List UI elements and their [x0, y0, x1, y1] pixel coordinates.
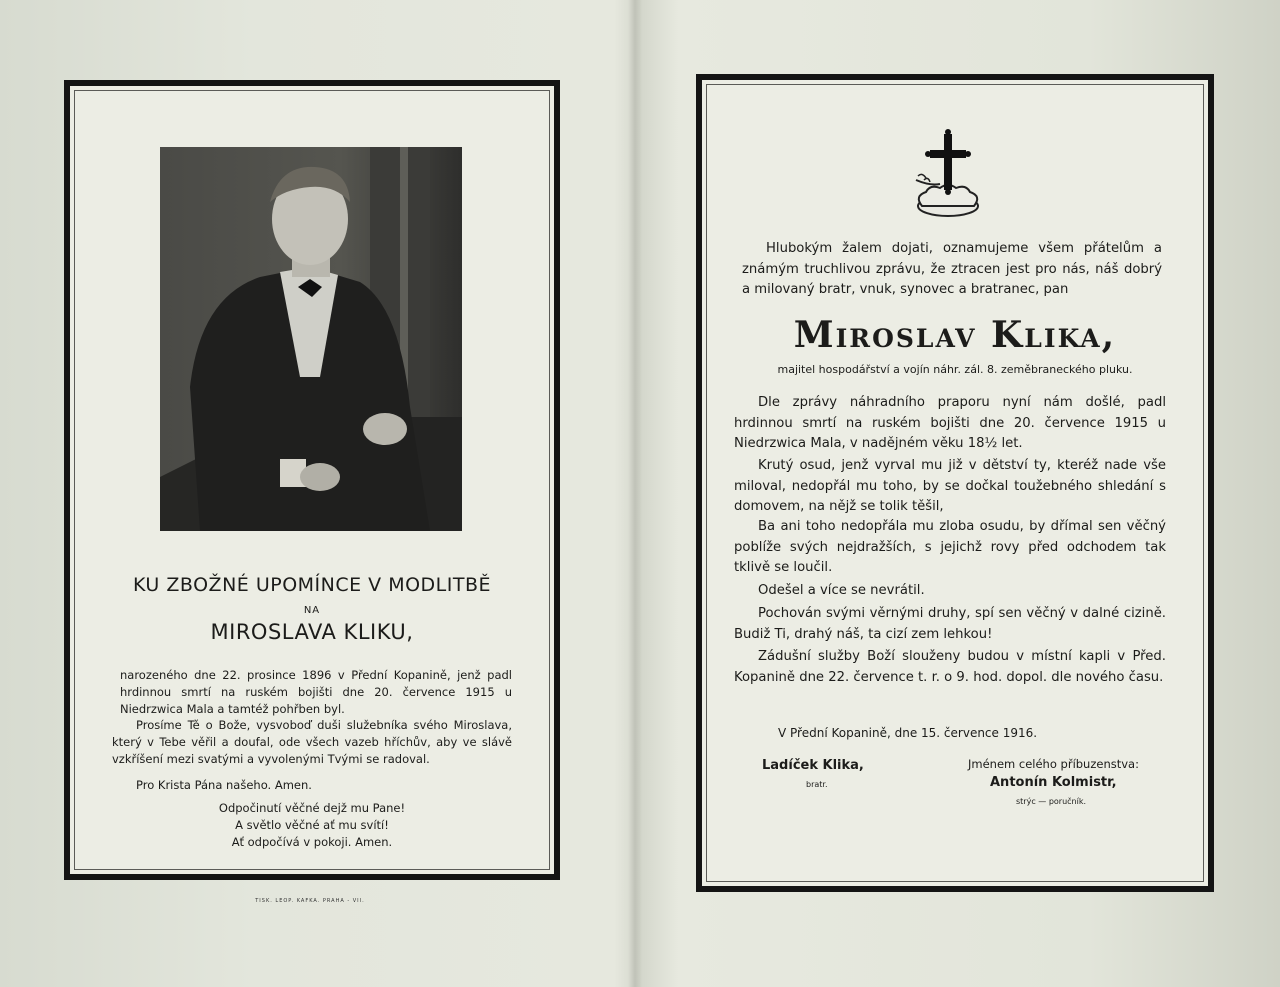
- signature-uncle-role: strýc — poručník.: [1016, 797, 1087, 806]
- portrait-illustration: [160, 147, 462, 531]
- cross-emblem-icon: [900, 126, 996, 222]
- left-prayer-line-1: Odpočinutí věčné dejž mu Pane!: [218, 801, 406, 815]
- right-paragraph-rest: Ba ani toho nedopřála mu zloba osudu, by dřímal sen věčný poblíže svých nejdražších, s jejichž rovy před odchodem tak tklivě se loučil.: [734, 519, 1166, 575]
- left-paragraph-amen: Pro Krista Pána našeho. Amen.: [136, 778, 312, 792]
- right-paragraph-service: Zádušní služby Boží slouženy budou v místní kapli v Před. Kopanině dne 22. července t. r. o 9. hod. dopol. dle nového času.: [734, 649, 1166, 685]
- signature-brother-role: bratr.: [806, 780, 828, 789]
- portrait-photo: [160, 147, 462, 531]
- left-prayer-line-2: A světlo věčné ať mu svítí!: [235, 818, 389, 832]
- signature-brother-name: Ladíček Klika,: [762, 758, 864, 773]
- printer-imprint: TISK. LEOP. KAFKA. PRAHA - VII.: [255, 898, 365, 904]
- right-subtitle: majitel hospodářství a vojín náhr. zál. 8. zeměbraneckého pluku.: [777, 363, 1133, 376]
- right-intro: Hlubokým žalem dojati, oznamujeme všem přátelům a známým truchlivou zprávu, že ztracen jest pro nás, náš dobrý a milovaný bratr, vnuk, synovec a bratranec, pan: [742, 241, 1162, 297]
- left-paragraph-prayer: Prosíme Tě o Bože, vysvoboď duši služebníka svého Miroslava, který v Tebe věřil a doufal, ode všech vazeb hříchův, aby ve slávě vzkříšení mezi svatými a vyvolenými Tvými se radoval.: [112, 718, 512, 766]
- signature-family-intro: Jménem celého příbuzenstva:: [968, 757, 1139, 771]
- left-heading-na: NA: [303, 605, 321, 616]
- left-paragraph-birth: narozeného dne 22. prosince 1896 v Přední Kopanině, jenž padl hrdinnou smrtí na ruském bojišti dne 20. července 1915 u Niedrzwica Mala a tamtéž pohřben byl.: [120, 668, 512, 716]
- right-paragraph-departed: Odešel a více se nevrátil.: [758, 583, 925, 598]
- right-date-line: V Přední Kopanině, dne 15. července 1916.: [778, 726, 1038, 740]
- right-name: Miroslav Klika,: [793, 314, 1117, 356]
- left-heading: KU ZBOŽNÉ UPOMÍNCE V MODLITBĚ: [132, 574, 492, 596]
- right-paragraph-fate: Krutý osud, jenž vyrval mu již v dětství ty, kteréž nade vše miloval, nedopřál mu toho, by se dočkal toužebného shledání s domovem, na nějž se tolik těšil,: [734, 458, 1166, 514]
- left-name: MIROSLAVA KLIKU,: [210, 620, 414, 644]
- signature-uncle-name: Antonín Kolmistr,: [990, 775, 1117, 790]
- right-paragraph-news: Dle zprávy náhradního praporu nyní nám došlé, padl hrdinnou smrtí na ruském bojišti dne 20. července 1915 u Niedrzwica Mala, v nadějném věku 18½ let.: [734, 395, 1166, 451]
- center-fold: [628, 0, 642, 987]
- right-paragraph-buried: Pochován svými věrnými druhy, spí sen věčný v dalné cizině. Budiž Ti, drahý náš, ta cizí zem lehkou!: [734, 606, 1166, 642]
- left-prayer-line-3: Ať odpočívá v pokoji. Amen.: [231, 835, 393, 849]
